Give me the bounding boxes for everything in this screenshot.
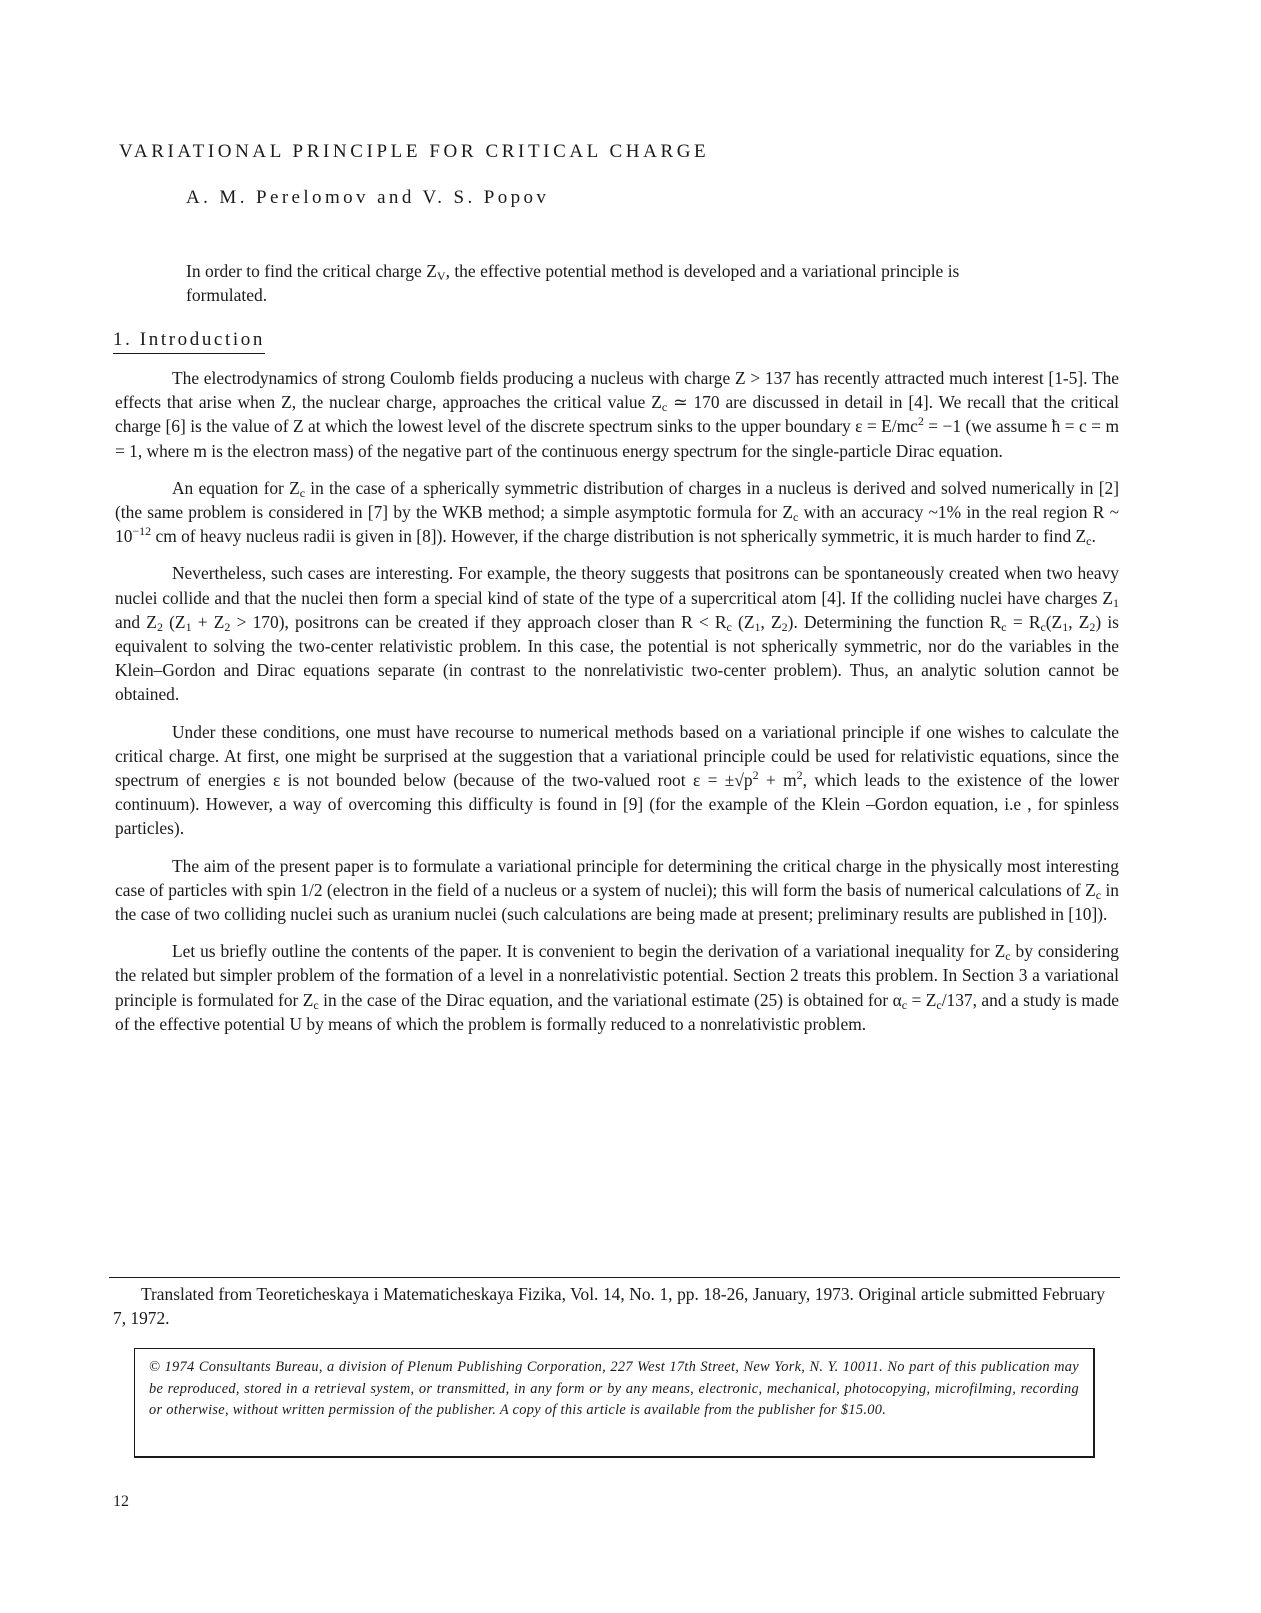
text-run: = R <box>1006 611 1041 632</box>
subscript: c <box>936 997 942 1012</box>
text-run: The electrodynamics of strong Coulomb fields producing a nucleus with charge Z > 137 has recently attracted much interest [1-5]. The effects that arise when Z, the nuclear charge, approaches the critical value Z <box>115 368 1119 413</box>
text-run: (Z <box>731 611 755 632</box>
text-run: + m <box>758 770 797 791</box>
text-run: in the case of a spherically symmetric distribution of charges in a nucleus is derived and solved numerically in [2] (the same problem is considered in [7] by the WKB method; a simple asymptotic formula for Z <box>115 477 1119 523</box>
abstract-text: In order to find the critical charge Z <box>186 261 437 281</box>
subscript: 2 <box>781 619 788 634</box>
translation-footnote: Translated from Teoreticheskaya i Matematicheskaya Fizika, Vol. 14, No. 1, pp. 18-26, January, 1973. Original article submitted February 7, 1972. <box>113 1284 1105 1329</box>
subscript: c <box>313 997 319 1012</box>
abstract <box>186 259 986 307</box>
subscript: 1 <box>185 619 192 634</box>
abstract-text: , the effective potential method is developed and a variational principle is formulated. <box>186 261 960 305</box>
text-run: , Z <box>760 611 782 632</box>
subscript: c <box>1040 619 1046 634</box>
text-run: = Z <box>907 989 937 1010</box>
text-run: by considering the related but simpler problem of the formation of a level in a nonrelativistic potential. Section 2 treats this problem. In Section 3 a variational principle is formulated for Z <box>115 941 1119 1010</box>
paper-title: VARIATIONAL PRINCIPLE FOR CRITICAL CHARGE <box>119 141 710 162</box>
subscript: 1 <box>1113 595 1119 610</box>
subscript: c <box>661 400 668 415</box>
subscript: 1 <box>1062 619 1069 634</box>
text-run: in the case of two colliding nuclei such as uranium nuclei (such calculations are being made at present; preliminary results are published in [10]). <box>115 879 1120 925</box>
subscript: 2 <box>224 619 231 634</box>
text-run: , which leads to the existence of the lower continuum). However, a way of overcoming this difficulty is found in [9] (for the example of the Klein –Gordon equation, i.e , for spinless particles). <box>115 770 1119 839</box>
subscript: c <box>1005 949 1011 964</box>
superscript: −12 <box>132 524 152 539</box>
text-run: (Z <box>1045 611 1063 632</box>
section-heading-introduction: 1. Introduction <box>113 329 265 354</box>
authors: A. M. Perelomov and V. S. Popov <box>186 187 550 208</box>
text-run: ). Determining the function R <box>787 611 1002 632</box>
text-run: ) is equivalent to solving the two-center relativistic problem. In this case, the potential is not spherically symmetric, nor do the variables in the Klein–Gordon and Dirac equations separate (in contrast to the nonrelativistic two-center problem). Thus, an analytic solution cannot be obtained. <box>115 611 1119 705</box>
text-run: = −1 (we assume ħ = c = m = 1, where m is the electron mass) of the negative part of the continuous energy spectrum for the single-particle Dirac equation. <box>115 416 1119 461</box>
subscript: c <box>793 510 799 525</box>
text-run: Under these conditions, one must have recourse to numerical methods based on a variational principle if one wishes to calculate the critical charge. At first, one might be surprised at the suggestion that a variational principle could be used for relativistic equations, since the spectrum of energies ε is not bounded below (because of the two-valued root ε = ±√p <box>115 721 1119 791</box>
paragraph-1 <box>115 366 1119 463</box>
subscript: c <box>1086 534 1092 549</box>
subscript: 2 <box>156 619 163 634</box>
paragraph-2 <box>115 476 1119 549</box>
superscript: 2 <box>796 768 803 783</box>
subscript: V <box>436 269 446 283</box>
paragraph-4 <box>115 720 1119 841</box>
text-run: Let us briefly outline the contents of the paper. It is convenient to begin the derivation of a variational inequality for Z <box>172 941 1006 962</box>
text-run: > 170), positrons can be created if they approach closer than R < R <box>230 611 727 632</box>
text-run: + Z <box>191 611 225 632</box>
text-run: Nevertheless, such cases are interesting. For example, the theory suggests that positrons can be spontaneously created when two heavy nuclei collide and that the nuclei then form a special kind of state of the type of a supercritical atom [4]. If the colliding nuclei have charges Z <box>115 563 1119 608</box>
text-run: The aim of the present paper is to formulate a variational principle for determining the critical charge in the physically most interesting case of particles with spin 1/2 (electron in the field of a nucleus or a system of nuclei); this will form the basis of numerical calculations of Z <box>115 855 1119 900</box>
text-run: with an accuracy ~1% in the real region R ~ 10 <box>115 502 1120 547</box>
superscript: 2 <box>917 414 924 429</box>
footnote-divider <box>109 1277 1120 1278</box>
page-number: 12 <box>113 1493 129 1510</box>
body-text <box>115 366 1119 1049</box>
copyright-notice: © 1974 Consultants Bureau, a division of Plenum Publishing Corporation, 227 West 17th Street, New York, N. Y. 10011. No part of this publication may be reproduced, stored in a retrieval system, or transmitted, in any form or by any means, electronic, mechanical, photocopying, microfilming, recording or otherwise, without written permission of the publisher. A copy of this article is available from the publisher for $15.00. <box>134 1348 1095 1458</box>
text-run: . <box>1091 526 1096 547</box>
subscript: c <box>901 997 908 1012</box>
text-run: An equation for Z <box>172 477 300 498</box>
text-run: , Z <box>1068 611 1090 632</box>
text-run: in the case of the Dirac equation, and the variational estimate (25) is obtained for α <box>318 989 902 1010</box>
subscript: c <box>1095 887 1102 902</box>
text-run: (Z <box>162 611 186 632</box>
superscript: 2 <box>752 768 759 783</box>
paragraph-6 <box>115 939 1119 1036</box>
subscript: c <box>726 619 732 634</box>
subscript: 1 <box>754 619 761 634</box>
paragraph-3 <box>115 561 1119 706</box>
subscript: c <box>299 485 306 500</box>
text-run: ≃ 170 are discussed in detail in [4]. We recall that the critical charge [6] is the value of Z at which the lowest level of the discrete spectrum sinks to the upper boundary ε = E/mc <box>115 392 1119 437</box>
text-run: /137, and a study is made of the effective potential U by means of which the problem is formally reduced to a nonrelativistic problem. <box>115 989 1119 1034</box>
paragraph-5 <box>115 854 1119 927</box>
text-run: cm of heavy nucleus radii is given in [8]). However, if the charge distribution is not spherically symmetric, it is much harder to find Z <box>151 526 1087 547</box>
subscript: 2 <box>1089 619 1096 634</box>
subscript: c <box>1001 619 1007 634</box>
text-run: and Z <box>115 611 157 632</box>
